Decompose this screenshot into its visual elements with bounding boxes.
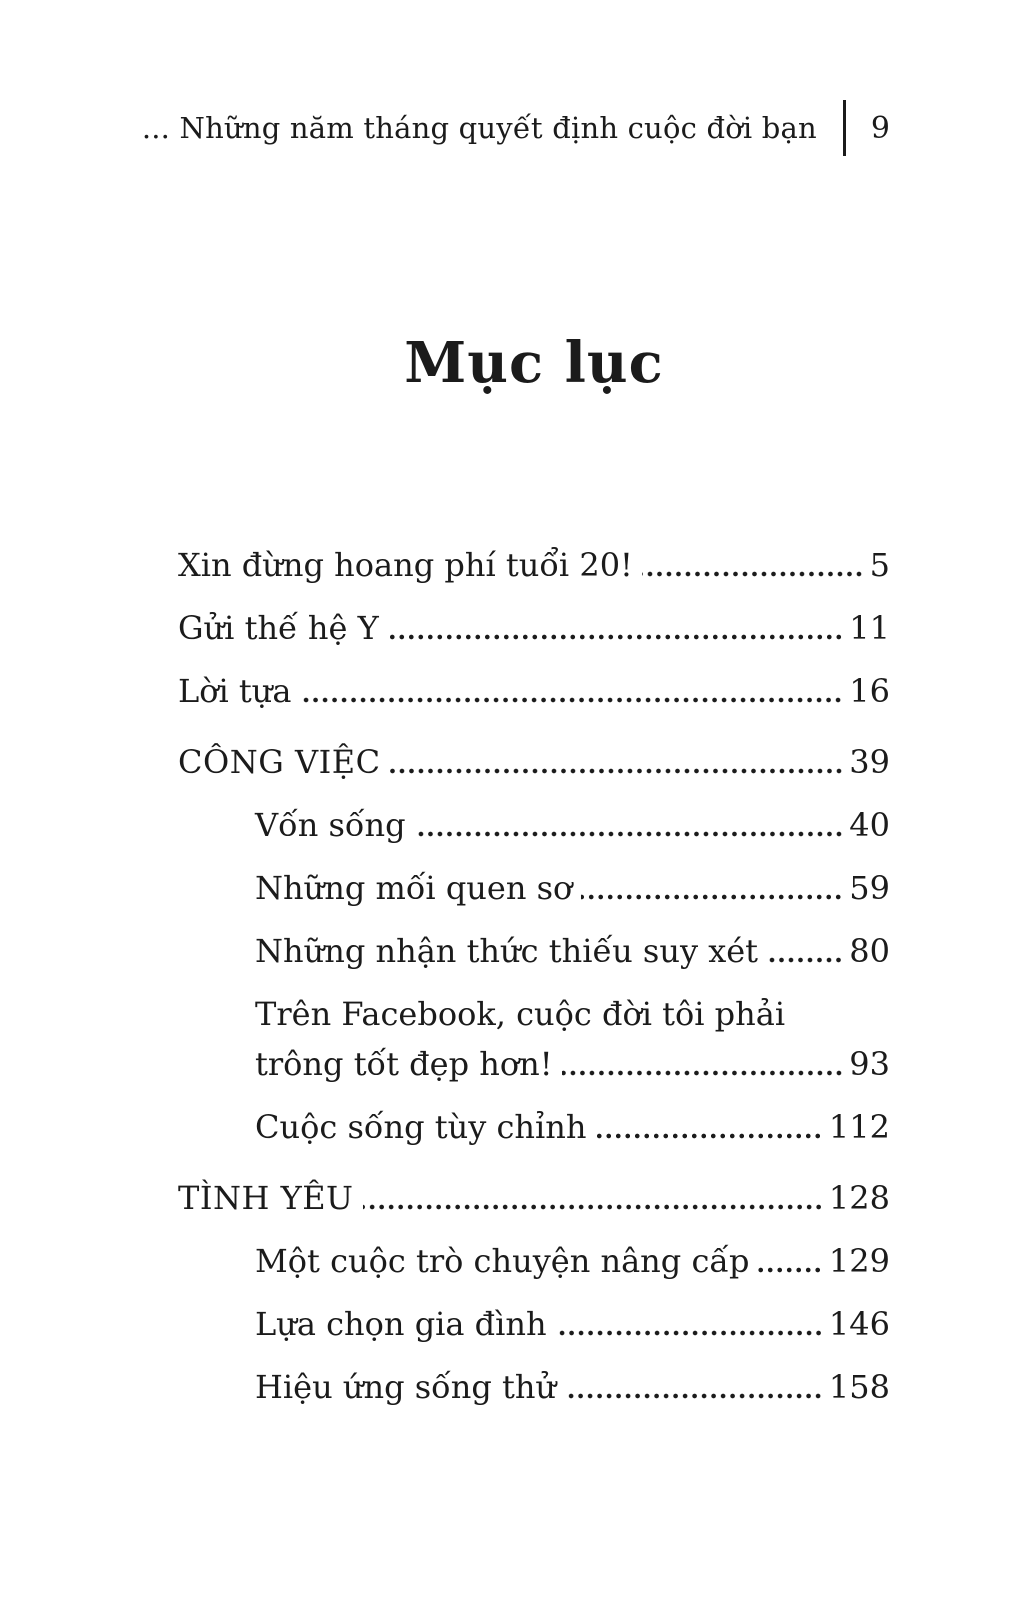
toc-entry xyxy=(178,1241,890,1281)
toc-entry-continuation xyxy=(178,1044,890,1084)
dot-leader xyxy=(415,831,844,837)
toc-section-entry xyxy=(178,742,890,782)
toc-entry-page: 146 xyxy=(828,1305,890,1343)
toc-entry-page: 39 xyxy=(849,743,890,781)
toc-entry xyxy=(178,671,890,711)
toc-entry-page: 93 xyxy=(849,1045,890,1083)
toc-entry xyxy=(178,1304,890,1344)
dot-leader xyxy=(300,697,843,703)
toc-entry-page: 40 xyxy=(849,806,890,844)
toc-entry xyxy=(178,1367,890,1407)
toc-entry-page: 158 xyxy=(828,1368,890,1406)
page-header xyxy=(142,99,890,157)
dot-leader xyxy=(390,768,844,774)
toc-entry-page: 5 xyxy=(869,546,890,584)
toc-entry-label-line2: trông tốt đẹp hơn! xyxy=(255,1045,553,1083)
toc-entry xyxy=(178,545,890,585)
toc-entry-page: 128 xyxy=(828,1179,890,1217)
dot-leader xyxy=(581,894,843,900)
header-divider xyxy=(843,100,846,156)
dot-leader xyxy=(388,634,844,640)
dot-leader xyxy=(642,571,864,577)
dot-leader xyxy=(565,1393,823,1399)
toc-entry-label-line1: Trên Facebook, cuộc đời tôi phải xyxy=(255,995,786,1033)
table-of-contents xyxy=(178,545,890,1430)
toc-entry-label: Lựa chọn gia đình xyxy=(255,1305,547,1343)
dot-leader xyxy=(363,1204,823,1210)
toc-section-label: TÌNH YÊU xyxy=(178,1179,354,1217)
dot-leader xyxy=(595,1133,823,1139)
toc-entry-label: Cuộc sống tùy chỉnh xyxy=(255,1108,587,1146)
toc-entry-label: Vốn sống xyxy=(255,806,406,844)
toc-section-label: CÔNG VIỆC xyxy=(178,743,381,781)
toc-entry xyxy=(178,868,890,908)
toc-entry xyxy=(178,994,890,1034)
toc-entry-label: Một cuộc trò chuyện nâng cấp xyxy=(255,1242,750,1280)
toc-entry-label: Những mối quen sơ xyxy=(255,869,573,907)
dot-leader xyxy=(758,1267,822,1273)
toc-entry-label: Xin đừng hoang phí tuổi 20! xyxy=(178,546,633,584)
toc-entry-label: Hiệu ứng sống thử xyxy=(255,1368,557,1406)
toc-entry xyxy=(178,805,890,845)
dot-leader xyxy=(767,957,843,963)
running-title: ... Những năm tháng quyết định cuộc đời bạn xyxy=(141,111,817,145)
toc-entry xyxy=(178,608,890,648)
toc-entry-label: Những nhận thức thiếu suy xét xyxy=(255,932,759,970)
dot-leader xyxy=(556,1330,823,1336)
toc-entry-label: Lời tựa xyxy=(178,672,292,710)
page-number: 9 xyxy=(870,110,890,146)
toc-entry-page: 11 xyxy=(849,609,890,647)
toc-entry-page: 16 xyxy=(849,672,890,710)
toc-section-entry xyxy=(178,1178,890,1218)
toc-entry-label: Gửi thế hệ Y xyxy=(178,609,379,647)
toc-entry-page: 112 xyxy=(828,1108,890,1146)
toc-entry-page: 129 xyxy=(828,1242,890,1280)
toc-entry xyxy=(178,1107,890,1147)
page-title: Mục lục xyxy=(404,330,664,396)
toc-entry-page: 80 xyxy=(849,932,890,970)
dot-leader xyxy=(562,1070,844,1076)
toc-entry xyxy=(178,931,890,971)
toc-entry-page: 59 xyxy=(849,869,890,907)
